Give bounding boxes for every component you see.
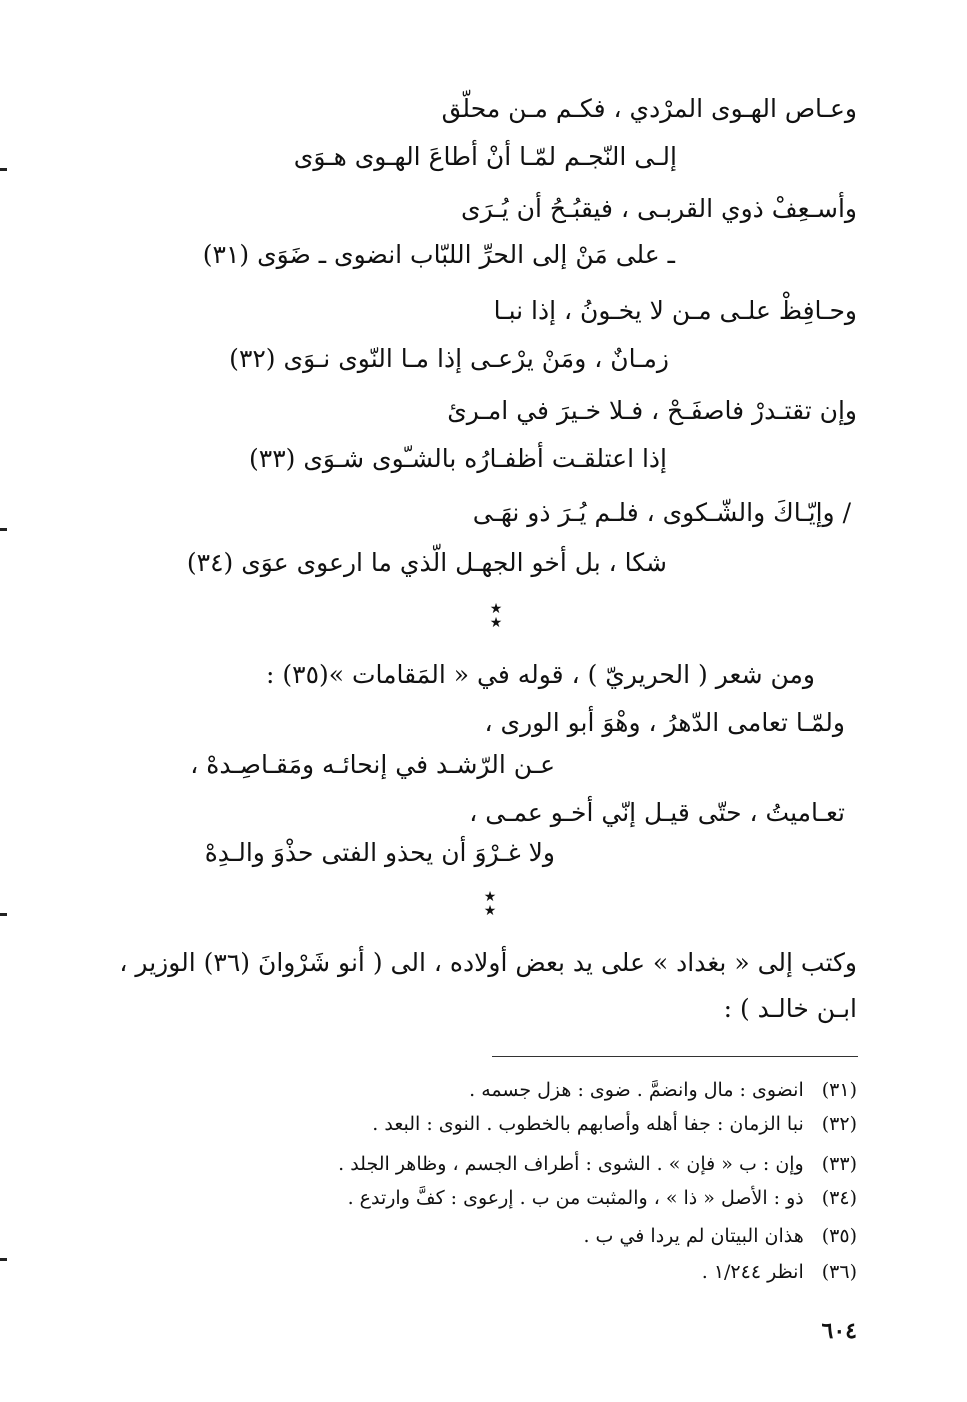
separator-star-icon: ★	[483, 889, 497, 905]
scan-mark	[0, 913, 7, 916]
prose-line: وكتب إلى « بغداد » على يد بعض أولاده ، الى ( أنو شَرْوانَ (٣٦) الوزير ،	[119, 948, 857, 977]
verse-line: شكا ، بل أخو الجهـل الّذي ما ارعوى عوَى (٣٤)	[186, 548, 667, 577]
verse-line: وعـاص الهـوى المرْدي ، فكـم مـن محلّق	[441, 94, 857, 123]
verse-line: ولمّـا تعامى الدّهرُ ، وهْوَ أبو الورى ،	[484, 708, 845, 737]
verse-line: وأسـعِفْ ذوي القربـى ، فيقبُـحُ أن يُـرَى	[461, 194, 857, 223]
scan-mark	[0, 168, 7, 171]
separator-star-icon: ★	[489, 601, 503, 617]
footnote-separator	[492, 1056, 858, 1057]
footnote-number: (٣٤)	[821, 1187, 857, 1209]
section-separator	[476, 602, 516, 630]
footnote-text: نبا الزمان : جفا أهله وأصابهم بالخطوب . النوى : البعد .	[372, 1113, 804, 1135]
footnote-text: انظر ١/٢٤٤ .	[701, 1261, 804, 1283]
footnote	[702, 1258, 857, 1286]
verse-line: وحـافِظْ علـى مـن لا يخـونُ ، إذا نبـا	[493, 296, 857, 325]
separator-star-icon: ★	[483, 903, 497, 919]
footnote-number: (٣٥)	[821, 1225, 857, 1247]
footnote-number: (٣٦)	[821, 1261, 857, 1283]
footnote	[372, 1110, 857, 1138]
footnote-number: (٣٣)	[821, 1153, 857, 1175]
verse-line: تعـاميتُ ، حتّى قيـل إنّي أخـو عمـى ،	[469, 798, 845, 827]
section-separator	[470, 890, 510, 918]
verse-line: ولا غـرْوَ أن يحذو الفتى حذْوَ والـدِهْ	[204, 838, 555, 867]
footnote-text: ذو : الأصل « ذا » ، والمثبت من ب . إرعوى : كفَّ وارتدع .	[347, 1187, 804, 1209]
footnote	[469, 1076, 857, 1104]
verse-line: ـ على مَنْ إلى الحرِّ اللبّاب انضوى ـ ضَوَى (٣١)	[202, 240, 675, 269]
footnote	[338, 1150, 857, 1178]
footnote-text: هذان البيتان لم يردا في ب .	[583, 1225, 804, 1247]
verse-line: إذا اعتلقـت أظفـارُه بالشـّوى شـوَى (٣٣)	[249, 444, 667, 473]
scan-mark	[0, 1258, 7, 1261]
footnote-number: (٣٢)	[821, 1113, 857, 1135]
verse-line: وإن تقتـدرْ فاصفَـحْ ، فـلا خـيرَ في امـرئ	[447, 396, 857, 425]
verse-line: عـن الرّشـد في إنحائـه ومَقـاصِـدهْ ،	[190, 750, 555, 779]
footnote-text: انضوى : مال وانضمَّ . ضوى : هزل جسمه .	[469, 1079, 804, 1101]
scan-mark	[0, 528, 7, 531]
footnote	[583, 1222, 857, 1250]
section-intro: ومن شعر ( الحريريّ ) ، قوله في « المَقامات »(٣٥) :	[266, 660, 815, 689]
separator-star-icon: ★	[489, 615, 503, 631]
footnote-text: وإن : ب « فإن » . الشوى : أطراف الجسم ، وظاهر الجلد .	[338, 1153, 804, 1175]
footnote-number: (٣١)	[821, 1079, 857, 1101]
footnote	[348, 1184, 857, 1212]
verse-line: / وإيّـاكَ والشّـكوى ، فلـم يُـرَ ذو نهَـى	[472, 498, 851, 527]
verse-line: إلـى النّجـم لمّـا أنْ أطاعَ الهـوى هـوَى	[293, 142, 677, 171]
verse-line: زمـانٌ ، ومَنْ يرْعـى إذا مـا النّوى نـوَى (٣٢)	[229, 344, 669, 373]
prose-line: ابـن خالـد ) :	[723, 994, 857, 1023]
page-number: ٦٠٤	[821, 1318, 857, 1344]
